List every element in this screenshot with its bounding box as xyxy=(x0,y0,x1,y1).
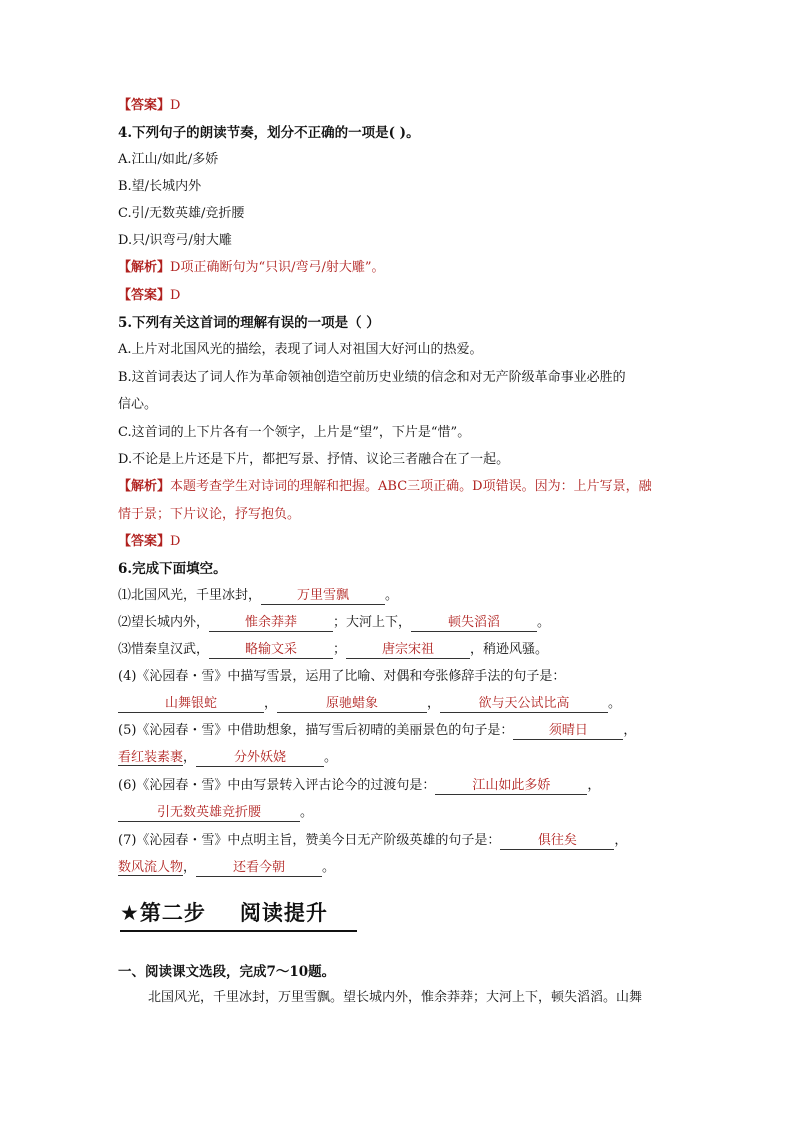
fill-4-sep-1: ， xyxy=(264,696,278,711)
fill-7-end: 。 xyxy=(322,860,336,875)
fill-1-end: 。 xyxy=(385,588,399,603)
fill-1 xyxy=(118,586,398,606)
fill-5-blank-2: 看红装素裹 xyxy=(118,750,184,765)
fill-3-prefix: ⑶惜秦皇汉武， xyxy=(118,642,210,657)
fill-6-sep-1: ， xyxy=(587,778,601,793)
fill-7-blank-1: 俱往矣 xyxy=(500,832,614,850)
fill-1-prefix: ⑴北国风光，千里冰封， xyxy=(118,588,262,603)
analysis-text: 本题考查学生对诗词的理解和把握。ABC三项正确。D项错误。因为：上片写景，融 xyxy=(170,479,652,494)
fill-4-blank-3: 欲与天公试比高 xyxy=(440,695,608,713)
q5-option-b: B.这首词表达了词人作为革命领袖创造空前历史业绩的信念和对无产阶级革命事业必胜的 xyxy=(118,370,626,385)
q4-option-a: A.江山/如此/多娇 xyxy=(118,152,219,167)
q4-answer xyxy=(118,286,180,306)
fill-4-line-2 xyxy=(118,694,621,714)
q5-option-a: A.上片对北国风光的描绘，表现了词人对祖国大好河山的热爱。 xyxy=(118,342,483,357)
fill-5-line-2 xyxy=(118,748,337,768)
fill-2-middle: ；大河上下， xyxy=(333,615,412,630)
fill-7-line-2 xyxy=(118,858,335,878)
q4-analysis xyxy=(118,258,385,278)
q4-option-c: C.引/无数英雄/竞折腰 xyxy=(118,206,245,221)
fill-5-line-1 xyxy=(118,721,636,741)
q5-answer xyxy=(118,532,180,552)
fill-7-line-1 xyxy=(118,831,627,851)
fill-6-blank-2: 引无数英雄竞折腰 xyxy=(118,804,300,822)
question-5-title: 5.下列有关这首词的理解有误的一项是（ ） xyxy=(118,315,380,331)
q5-analysis-cont: 情于景；下片议论，抒写抱负。 xyxy=(118,507,301,522)
q5-option-b-cont: 信心。 xyxy=(118,397,158,412)
q4-option-b: B.望/长城内外 xyxy=(118,179,202,194)
fill-2-end: 。 xyxy=(537,615,551,630)
analysis-tag: 【解析】 xyxy=(118,479,171,494)
fill-3-blank-1: 略输文采 xyxy=(209,641,333,659)
answer-value: D xyxy=(170,98,181,113)
fill-3-blank-2: 唐宗宋祖 xyxy=(346,641,470,659)
q5-analysis xyxy=(118,477,652,497)
answer-tag: 【答案】 xyxy=(118,288,171,303)
fill-7-sep-1: ， xyxy=(614,833,628,848)
q5-option-c: C.这首词的上下片各有一个领字，上片是“望”，下片是“惜”。 xyxy=(118,425,471,440)
fill-2 xyxy=(118,613,550,633)
answer-value: D xyxy=(170,534,181,549)
section-divider xyxy=(120,930,357,932)
fill-4-line-1: (4)《沁园春・雪》中描写雪景，运用了比喻、对偶和夸张修辞手法的句子是： xyxy=(118,669,566,684)
answer-line xyxy=(118,96,180,116)
answer-value: D xyxy=(170,288,181,303)
analysis-tag: 【解析】 xyxy=(118,260,171,275)
fill-6-prefix: (6)《沁园春・雪》中由写景转入评古论今的过渡句是： xyxy=(118,778,436,793)
reading-passage: 北国风光，千里冰封，万里雪飘。望长城内外，惟余莽莽；大河上下，顿失滔滔。山舞 xyxy=(148,990,643,1005)
fill-5-blank-1: 须晴日 xyxy=(513,722,623,740)
section-subtitle: 阅读提升 xyxy=(239,901,328,925)
fill-2-blank-2: 顿失滔滔 xyxy=(411,614,537,632)
q5-option-d: D.不论是上片还是下片，都把写景、抒情、议论三者融合在了一起。 xyxy=(118,452,510,467)
fill-7-prefix: (7)《沁园春・雪》中点明主旨，赞美今日无产阶级英雄的句子是： xyxy=(118,833,501,848)
fill-3 xyxy=(118,640,548,660)
section-heading xyxy=(120,897,328,927)
fill-1-blank-1: 万里雪飘 xyxy=(261,587,385,605)
fill-4-blank-1: 山舞银蛇 xyxy=(118,695,264,713)
fill-4-sep-2: ， xyxy=(427,696,441,711)
fill-5-blank-3: 分外妖娆 xyxy=(196,749,324,767)
answer-tag: 【答案】 xyxy=(118,534,171,549)
question-4-title: 4.下列句子的朗读节奏，划分不正确的一项是( )。 xyxy=(118,125,420,141)
star-icon: ★ xyxy=(120,901,140,925)
section-title: 第二步 xyxy=(139,901,206,925)
analysis-text: D项正确断句为“只识/弯弓/射大雕”。 xyxy=(170,260,385,275)
fill-6-line-1 xyxy=(118,776,600,796)
fill-6-blank-1: 江山如此多娇 xyxy=(435,777,587,795)
fill-4-end: 。 xyxy=(608,696,622,711)
fill-3-middle: ； xyxy=(333,642,347,657)
reading-title: 一、阅读课文选段，完成7～10题。 xyxy=(118,964,336,980)
fill-7-blank-3: 还看今朝 xyxy=(196,859,322,877)
fill-5-prefix: (5)《沁园春・雪》中借助想象，描写雪后初晴的美丽景色的句子是： xyxy=(118,723,514,738)
fill-6-line-2 xyxy=(118,803,313,823)
question-6-title: 6.完成下面填空。 xyxy=(118,561,227,577)
fill-3-end: ，稍逊风骚。 xyxy=(470,642,549,657)
fill-5-sep-2: ， xyxy=(183,750,197,765)
fill-5-end: 。 xyxy=(324,750,338,765)
fill-7-sep-2: ， xyxy=(183,860,197,875)
q4-option-d: D.只/识弯弓/射大雕 xyxy=(118,233,232,248)
fill-6-end: 。 xyxy=(300,805,314,820)
answer-tag: 【答案】 xyxy=(118,98,171,113)
fill-4-blank-2: 原驰蜡象 xyxy=(277,695,427,713)
fill-5-sep-1: ， xyxy=(623,723,637,738)
fill-2-prefix: ⑵望长城内外， xyxy=(118,615,210,630)
fill-7-blank-2: 数风流人物 xyxy=(118,860,184,875)
fill-2-blank-1: 惟余莽莽 xyxy=(209,614,333,632)
